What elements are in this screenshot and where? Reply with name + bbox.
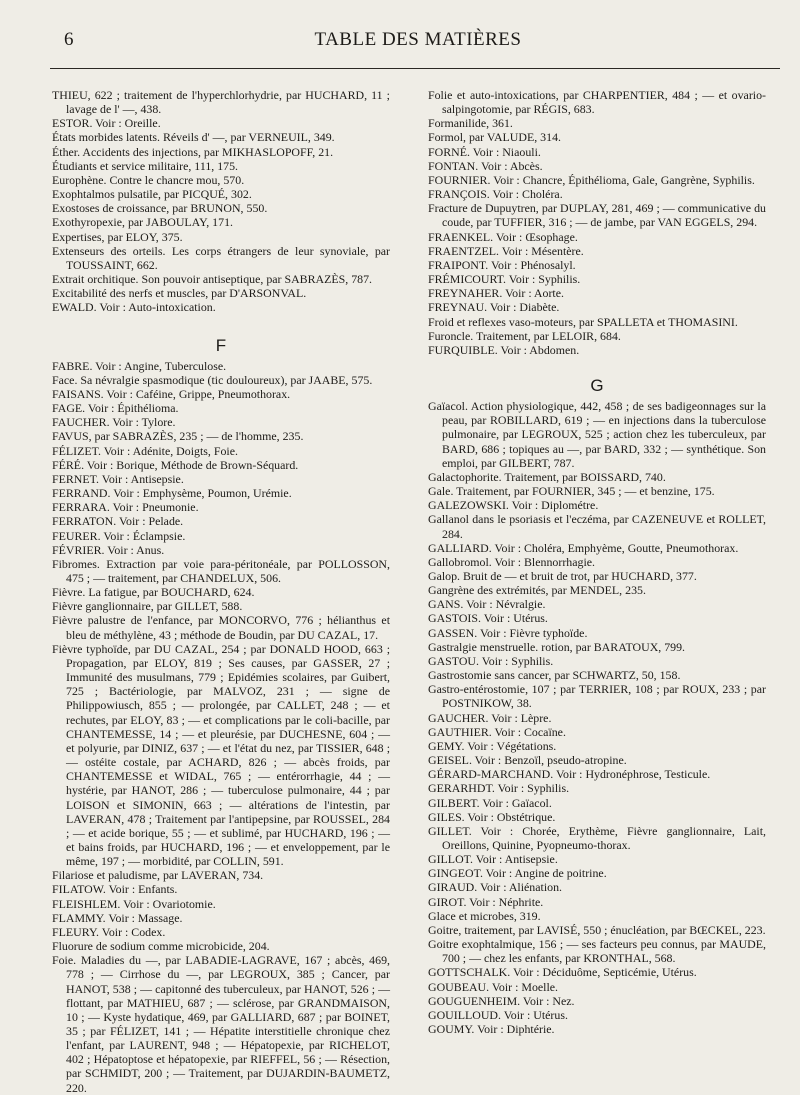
right-column <box>428 88 766 1036</box>
index-entry: GOUILLOUD. Voir : Utérus. <box>428 1007 568 1022</box>
index-entry: Gallobromol. Voir : Blennorrhagie. <box>428 554 595 569</box>
index-entry: Formol, par VALUDE, 314. <box>428 130 561 145</box>
index-entry: Expertises, par ELOY, 375. <box>52 229 183 244</box>
index-entry: GILES. Voir : Obstétrique. <box>428 809 556 824</box>
index-entry: Face. Sa névralgie spasmodique (tic douloureux), par JAABE, 575. <box>52 372 373 387</box>
page-header <box>64 27 772 53</box>
index-entry: Fièvre. La fatigue, par BOUCHARD, 624. <box>52 585 255 600</box>
index-entry: Glace et microbes, 319. <box>428 908 541 923</box>
section-spacer <box>428 357 766 375</box>
index-entry: GIROT. Voir : Néphrite. <box>428 894 544 909</box>
header-rule <box>50 68 780 69</box>
index-entry: GEMY. Voir : Végétations. <box>428 738 557 753</box>
index-entry: FREYNAHER. Voir : Aorte. <box>428 286 564 301</box>
index-entry: Étudiants et service militaire, 111, 175. <box>52 158 239 173</box>
index-entry: GIRAUD. Voir : Aliénation. <box>428 880 562 895</box>
index-entry: GOTTSCHALK. Voir : Déciduôme, Septicémie, Utérus. <box>428 965 697 980</box>
index-entry: FERRARA. Voir : Pneumonie. <box>52 500 199 515</box>
index-entry: Galactophorite. Traitement, par BOISSARD, 740. <box>428 469 666 484</box>
index-entry: GOUBEAU. Voir : Moelle. <box>428 979 559 994</box>
index-entry: Fièvre typhoïde, par DU CAZAL, 254 ; par DONALD HOOD, 663 ; Propagation, par ELOY, 819 ; Ses causes, par GASSER, 27 ; Immunité des musulmans, 779 ; Epidémies scolaires, par Guibert, 725 ; Bactériologie, par MALVOZ, 231 ; — signe de Philippowiusch, 855 ; — prolongée, par CALLET, 248 ; — et rechutes, par ELOY, 83 ; — et complications par le coli-bacille, par CHANTEMESSE, 14 ; — et pleurésie, par DUCHESNE, 604 ; — et polyurie, par DINIZ, 637 ; — et l'état du nez, par TISSIER, 648 ; — ostéite costale, par ACHARD, 826 ; — abcès froids, par CHANTEMESSE et WIDAL, 765 ; — entérorrhagie, 44 ; — hystérie, par HANOT, 286 ; — tuberculose pulmonaire, 44 ; par LOISON et SIMONIN, 663 ; — altérations de l'intestin, par LAVERAN, 478 ; Traitement par l'antipepsine, par ROUSSEL, 284 ; — et acide borique, 55 ; — et sublimé, par HUCHARD, 196 ; — et bains froids, par HUCHARD, 196 ; — et enveloppement, par le même, 197 ; — morbidité, par COLLIN, 591. <box>52 641 390 869</box>
index-entry: FLAMMY. Voir : Massage. <box>52 910 183 925</box>
index-entry: GALLIARD. Voir : Choléra, Emphyème, Goutte, Pneumothorax. <box>428 540 739 555</box>
index-entry: Exophtalmos pulsatile, par PICQUÉ, 302. <box>52 187 252 202</box>
index-entry: FRAENKEL. Voir : Œsophage. <box>428 229 578 244</box>
index-entry: Froid et reflexes vaso-moteurs, par SPALLETA et THOMASINI. <box>428 314 738 329</box>
index-entry: GILLET. Voir : Chorée, Erythème, Fièvre ganglionnaire, Lait, Oreillons, Quinine, Pyopneumo-thorax. <box>428 823 766 852</box>
index-entry: Gallanol dans le psoriasis et l'eczéma, par CAZENEUVE et ROLLET, 284. <box>428 512 766 541</box>
index-entry: FLEURY. Voir : Codex. <box>52 924 166 939</box>
right-entries-g <box>428 399 766 1036</box>
index-entry: Goitre, traitement, par LAVISÉ, 550 ; énucléation, par BŒCKEL, 223. <box>428 922 766 937</box>
index-entry: FORNÉ. Voir : Niaouli. <box>428 144 541 159</box>
index-entry: FÉVRIER. Voir : Anus. <box>52 542 165 557</box>
index-entry: Exostoses de croissance, par BRUNON, 550. <box>52 201 268 216</box>
index-entry: FRANÇOIS. Voir : Choléra. <box>428 187 563 202</box>
index-entry: FOURNIER. Voir : Chancre, Épithélioma, Gale, Gangrène, Syphilis. <box>428 172 755 187</box>
index-entry: FAGE. Voir : Épithélioma. <box>52 401 179 416</box>
index-entry: Extrait orchitique. Son pouvoir antiseptique, par SABRAZÈS, 787. <box>52 272 373 287</box>
index-entry: Formanilide, 361. <box>428 116 513 131</box>
index-entry: FONTAN. Voir : Abcès. <box>428 158 543 173</box>
index-entry: Foie. Maladies du —, par LABADIE-LAGRAVE, 167 ; abcès, 469, 778 ; — Cirrhose du —, par LEGROUX, 385 ; Cancer, par HANOT, 538 ; — capitonné des tuberculeux, par HANOT, 526 ; — flottant, par MATHIEU, 687 ; — sclérose, par GRANDMAISON, 10 ; — Kyste hydatique, 469, par GALLIARD, 687 ; par BOINET, 35 ; par FÉLIZET, 141 ; — Hépatite interstitielle chronique chez l'enfant, par LAURENT, 948 ; — Hépatopexie, par RICHELOT, 402 ; Hépatoptose et hépatopexie, par RIEFFEL, 56 ; — Résection, par SCHMIDT, 200 ; — Traitement, par DUJARDIN-BAUMETZ, 220. <box>52 953 390 1095</box>
index-entry: GANS. Voir : Névralgie. <box>428 597 546 612</box>
index-entry: FERNET. Voir : Antisepsie. <box>52 471 184 486</box>
index-entry: Gastrostomie sans cancer, par SCHWARTZ, 50, 158. <box>428 668 681 683</box>
running-title: TABLE DES MATIÈRES <box>314 29 522 50</box>
index-entry: Fracture de Dupuytren, par DUPLAY, 281, 469 ; — communicative du coude, par TUFFIER, 316 ; — de jambe, par VAN EGGELS, 294. <box>428 201 766 230</box>
index-entry: GÉRARD-MARCHAND. Voir : Hydronéphrose, Testicule. <box>428 767 711 782</box>
index-entry: FABRE. Voir : Angine, Tuberculose. <box>52 358 227 373</box>
page-number: 6 <box>64 29 74 50</box>
index-entry: GAUCHER. Voir : Lèpre. <box>428 710 552 725</box>
index-entry: Gaïacol. Action physiologique, 442, 458 ; de ses badigeonnages sur la peau, par ROBILLARD, 619 ; — en injections dans la tuberculose pulmonaire, par LEGROUX, 525 ; action chez les tuberculeux, par BARD, 686 ; topiques au —, par BARD, 332 ; — synthétique. Son emploi, par GILBERT, 787. <box>428 399 766 470</box>
index-entry: FEURER. Voir : Éclampsie. <box>52 528 186 543</box>
index-entry: GOUGUENHEIM. Voir : Nez. <box>428 993 575 1008</box>
index-entry: FAVUS, par SABRAZÈS, 235 ; — de l'homme, 235. <box>52 429 304 444</box>
index-entry: Excitabilité des nerfs et muscles, par D'ARSONVAL. <box>52 286 307 301</box>
index-entry: GILBERT. Voir : Gaïacol. <box>428 795 552 810</box>
right-entries-top <box>428 88 766 357</box>
index-entry: FAUCHER. Voir : Tylore. <box>52 415 176 430</box>
index-entry: EWALD. Voir : Auto-intoxication. <box>52 300 216 315</box>
index-entry: GAUTHIER. Voir : Cocaïne. <box>428 724 566 739</box>
index-entry: FRAIPONT. Voir : Phénosalyl. <box>428 257 576 272</box>
index-entry: GILLOT. Voir : Antisepsie. <box>428 852 558 867</box>
index-entry: Furoncle. Traitement, par LELOIR, 684. <box>428 328 621 343</box>
index-entry: GALEZOWSKI. Voir : Diplométre. <box>428 498 599 513</box>
index-entry: Gastro-entérostomie, 107 ; par TERRIER, 108 ; par ROUX, 233 ; par POSTNIKOW, 38. <box>428 682 766 711</box>
left-entries-top <box>52 88 390 315</box>
index-entry: THIEU, 622 ; traitement de l'hyperchlorhydrie, par HUCHARD, 11 ; lavage de l' —, 438. <box>52 88 390 117</box>
index-entry: Gangrène des extrémités, par MENDEL, 235. <box>428 583 646 598</box>
index-entry: Goitre exophtalmique, 156 ; — ses facteurs peu connus, par MAUDE, 700 ; — chez les enfants, par KRONTHAL, 568. <box>428 937 766 966</box>
index-entry: FÉLIZET. Voir : Adénite, Doigts, Foie. <box>52 443 238 458</box>
index-entry: Fièvre palustre de l'enfance, par MONCORVO, 776 ; hélianthus et bleu de méthylène, 43 ; méthode de Boudin, par DU CAZAL, 17. <box>52 613 390 642</box>
index-entry: GERARHDT. Voir : Syphilis. <box>428 781 570 796</box>
index-entry: FURQUIBLE. Voir : Abdomen. <box>428 342 580 357</box>
index-entry: FERRATON. Voir : Pelade. <box>52 514 184 529</box>
index-entry: Folie et auto-intoxications, par CHARPENTIER, 484 ; — et ovario-salpingotomie, par RÉGIS, 683. <box>428 88 766 117</box>
index-entry: GASSEN. Voir : Fièvre typhoïde. <box>428 625 588 640</box>
index-entry: FÉRÉ. Voir : Borique, Méthode de Brown-Séquard. <box>52 457 299 472</box>
index-entry: GOUMY. Voir : Diphtérie. <box>428 1022 555 1036</box>
index-entry: FERRAND. Voir : Emphysème, Poumon, Urémie. <box>52 486 292 501</box>
index-entry: GASTOU. Voir : Syphilis. <box>428 653 554 668</box>
index-entry: FILATOW. Voir : Enfants. <box>52 882 178 897</box>
index-entry: Gastralgie menstruelle. rotion, par BARATOUX, 799. <box>428 639 686 654</box>
index-entry: FREYNAU. Voir : Diabète. <box>428 300 560 315</box>
left-column <box>52 88 390 1095</box>
index-entry: FRÉMICOURT. Voir : Syphilis. <box>428 272 581 287</box>
index-entry: Extenseurs des orteils. Les corps étrangers de leur synoviale, par TOUSSAINT, 662. <box>52 243 390 272</box>
index-entry: Fièvre ganglionnaire, par GILLET, 588. <box>52 599 243 614</box>
index-entry: FAISANS. Voir : Caféine, Grippe, Pneumothorax. <box>52 386 291 401</box>
index-entry: Galop. Bruit de — et bruit de trot, par HUCHARD, 377. <box>428 569 697 583</box>
index-entry: ESTOR. Voir : Oreille. <box>52 116 161 131</box>
index-entry: Gale. Traitement, par FOURNIER, 345 ; — et benzine, 175. <box>428 484 715 499</box>
index-entry: GEISEL. Voir : Benzoïl, pseudo-atropine. <box>428 753 627 768</box>
left-entries-f <box>52 359 390 1095</box>
index-entry: GASTOIS. Voir : Utérus. <box>428 611 548 626</box>
index-entry: Éther. Accidents des injections, par MIKHASLOPOFF, 21. <box>52 144 334 159</box>
index-entry: GINGEOT. Voir : Angine de poitrine. <box>428 866 607 881</box>
section-letter-g: G <box>590 375 604 395</box>
index-entry: FLEISHLEM. Voir : Ovariotomie. <box>52 896 216 911</box>
index-entry: Fibromes. Extraction par voie para-péritonéale, par POLLOSSON, 475 ; — traitement, par CHANDELUX, 506. <box>52 556 390 585</box>
section-letter-f: F <box>215 335 227 355</box>
index-entry: FRAENTZEL. Voir : Mésentère. <box>428 243 584 258</box>
section-spacer <box>52 315 390 335</box>
index-entry: Exothyropexie, par JABOULAY, 171. <box>52 215 233 230</box>
index-entry: Europhène. Contre le chancre mou, 570. <box>52 172 245 187</box>
index-entry: États morbides latents. Réveils d' —, par VERNEUIL, 349. <box>52 130 335 145</box>
index-entry: Filariose et paludisme, par LAVERAN, 734. <box>52 868 264 883</box>
index-entry: Fluorure de sodium comme microbicide, 204. <box>52 939 270 954</box>
